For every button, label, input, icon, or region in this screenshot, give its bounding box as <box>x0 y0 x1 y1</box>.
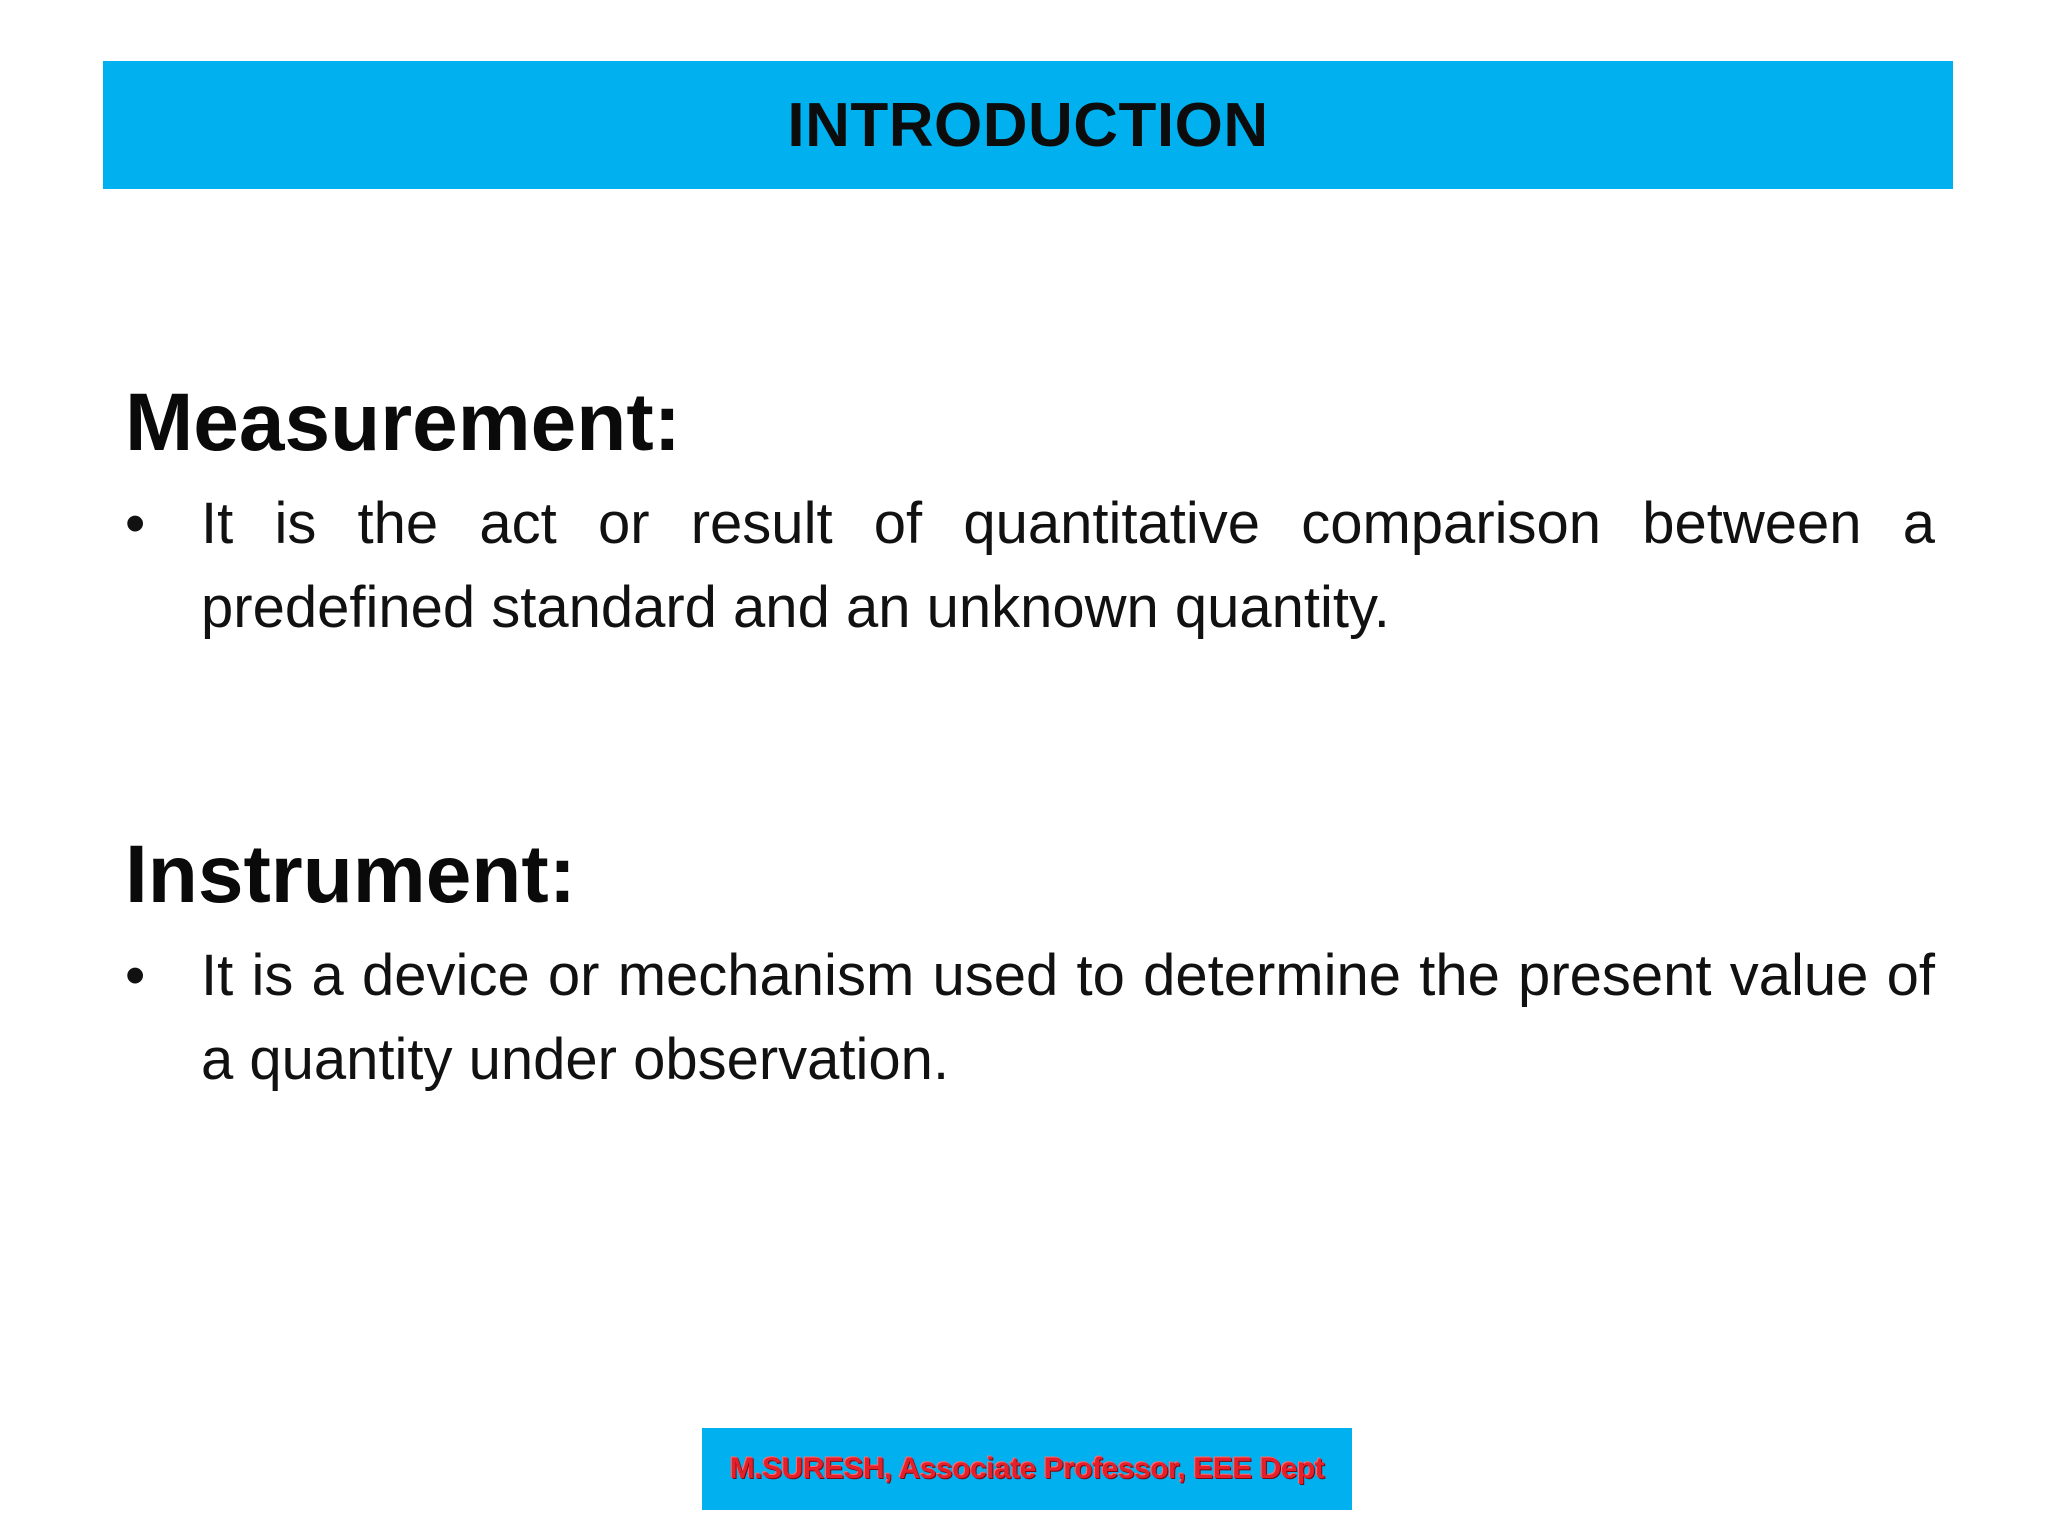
title-bar <box>103 61 1953 189</box>
footer-box <box>702 1428 1352 1510</box>
bullet-icon: • <box>125 491 146 557</box>
bullet-icon: • <box>125 943 146 1009</box>
section-heading-measurement: Measurement: <box>125 377 681 468</box>
bullet-item-instrument <box>125 934 1935 1102</box>
bullet-text-instrument: It is a device or mechanism used to determine the present value of a quantity under observation. <box>201 943 1935 1093</box>
bullet-item-measurement <box>125 482 1935 650</box>
section-heading-instrument: Instrument: <box>125 829 576 920</box>
slide-title: INTRODUCTION <box>787 90 1269 160</box>
section-instrument <box>125 830 1935 1102</box>
bullet-text-measurement: It is the act or result of quantitative comparison between a predefined standard and an unknown quantity. <box>201 491 1935 641</box>
section-measurement <box>125 378 1935 650</box>
footer-author-label: M.SURESH, Associate Professor, EEE Dept <box>729 1452 1325 1485</box>
